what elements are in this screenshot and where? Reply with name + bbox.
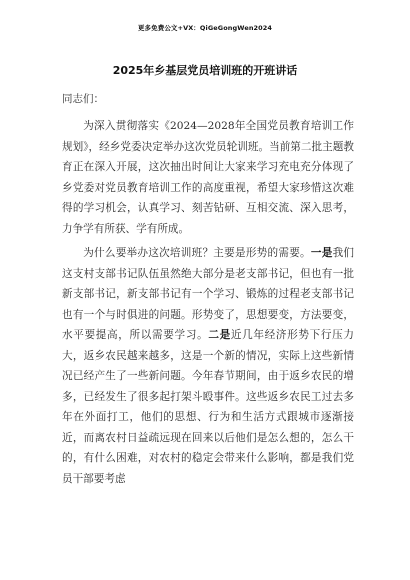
point-two-text: 近几年经济形势下行压力大，返乡农民越来越多，这是一个新的情况，实际上这些新情况已经产生了一些新问题。今年春节期间，由于返乡农民的增多，已经发生了很多起打架斗殴事件。这些返乡农民工过去多年在外面打工，他们的思想、行为和生活方式跟城市逐渐接近，而离农村日益疏远现在回来以后他们是怎么想的，怎么干的，有什么困难，对农村的稳定会带来什么影响，都是我们党员干部要考虑 bbox=[62, 329, 355, 485]
header-note: 更多免费公文+VX：QiGeGongWen2024 bbox=[137, 24, 273, 32]
point-two-marker: 二是 bbox=[208, 329, 231, 341]
salutation: 同志们： bbox=[62, 93, 104, 105]
paragraph-2 bbox=[62, 243, 354, 489]
document-body bbox=[62, 116, 354, 489]
document-title: 2025年乡基层党员培训班的开班讲话 bbox=[112, 64, 298, 77]
point-one-marker: 一是 bbox=[310, 247, 333, 259]
paragraph-1: 为深入贯彻落实《2024—2028年全国党员教育培训工作规划》，经乡党委决定举办这次党员轮训班。当前第二批主题教育正在深入开展，这次抽出时间让大家来学习充电充分体现了乡党委对党员教育培训工作的高度重视，希望大家珍惜这次难得的学习机会，认真学习、刻苦钻研、互相交流、深入思考，力争学有所获、学有所成。 bbox=[62, 120, 354, 235]
point-one-text: 我们这支村支部书记队伍虽然绝大部分是老支部书记，但也有一批新支部书记，新支部书记有一个学习、锻炼的过程老支部书记也有一个与时俱进的问题。形势变了，思想要变，方法要变，水平要提高，所以需要学习。 bbox=[62, 247, 355, 341]
paragraph-2-intro: 为什么要举办这次培训班？主要是形势的需要。 bbox=[83, 247, 311, 259]
